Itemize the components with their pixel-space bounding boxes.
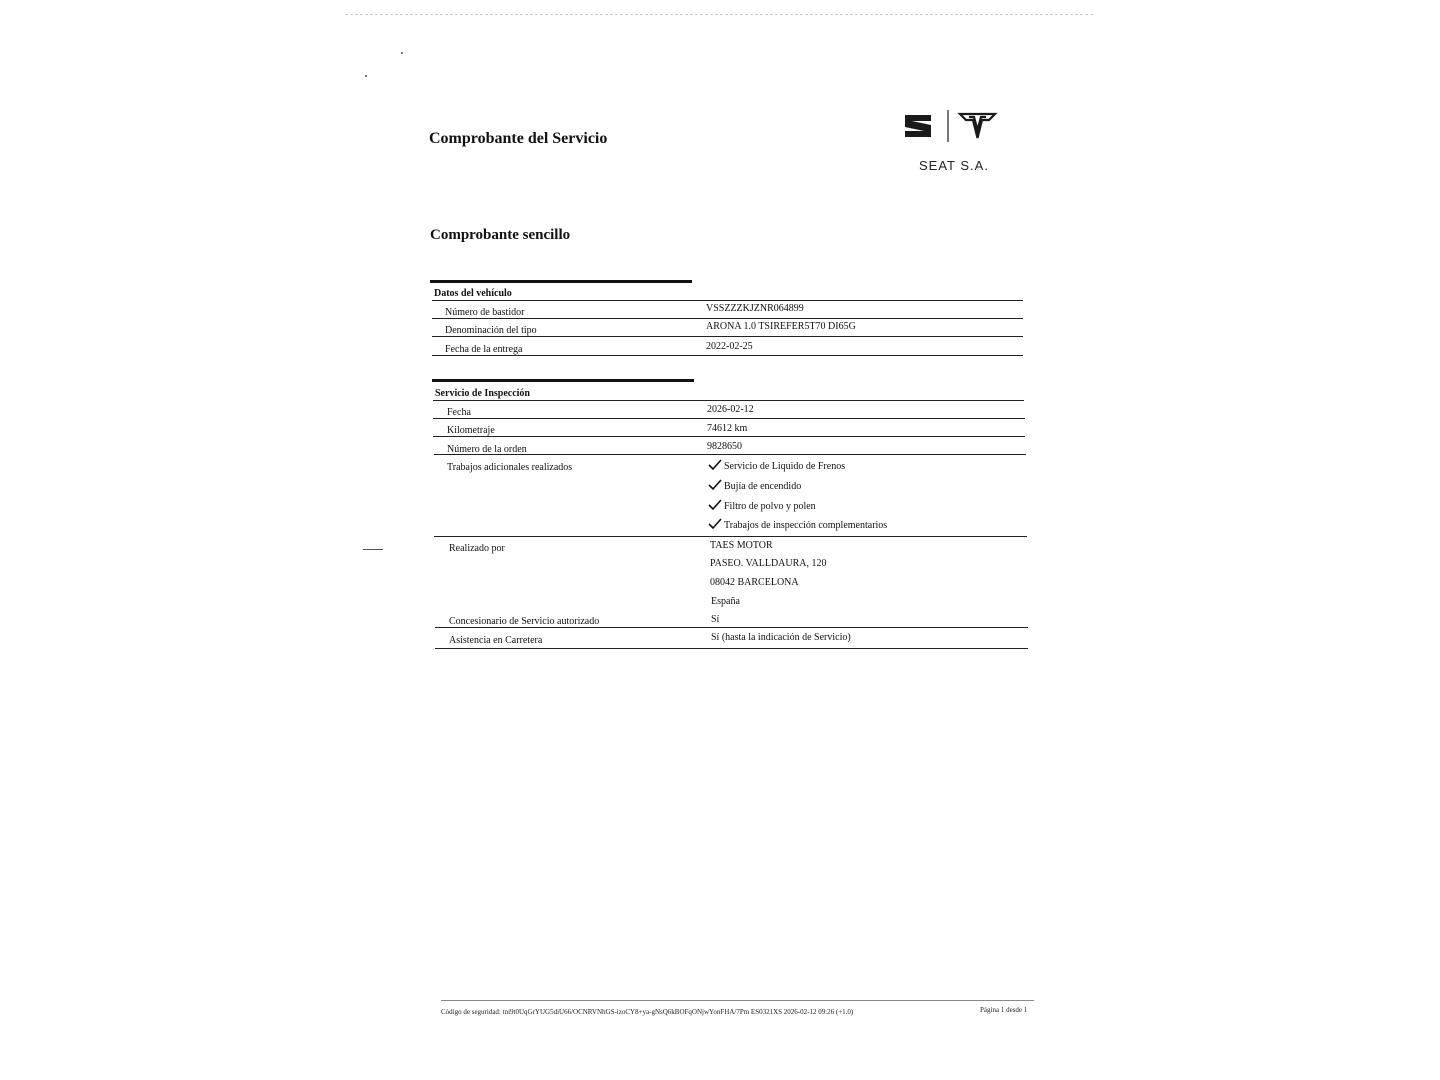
security-code-line — [441, 1008, 853, 1016]
delivery-date-value: 2022-02-25 — [706, 341, 753, 352]
print-timestamp: 2026-02-12 09:26 (+1.0) — [783, 1008, 854, 1016]
row-divider — [433, 400, 1024, 401]
checkmark-icon — [708, 479, 722, 491]
footer-rule — [441, 1000, 1034, 1001]
page-number: 1 — [1000, 1006, 1005, 1014]
type-label: Denominación del tipo — [445, 325, 537, 336]
additional-work-item: Filtro de polvo y polen — [724, 501, 816, 512]
document-subtitle: Comprobante sencillo — [430, 227, 571, 243]
vin-value: VSSZZZKJZNR064899 — [706, 303, 804, 314]
scan-edge — [345, 14, 1093, 15]
scan-mark — [363, 549, 383, 550]
dealer-city: 08042 BARCELONA — [710, 577, 799, 588]
cupra-logo-icon — [960, 114, 995, 138]
brand-logo — [903, 108, 999, 144]
dealer-name: TAES MOTOR — [710, 540, 773, 551]
row-divider — [432, 336, 1023, 337]
row-divider — [434, 536, 1027, 537]
checkmark-icon — [708, 499, 722, 511]
checkmark-icon — [708, 459, 722, 471]
section-rule — [430, 280, 692, 283]
row-divider — [432, 318, 1023, 319]
security-code: tni9t0UqGrYUG5diU66/OCNRVNhGS-izoCY8+ya-gNsQ6kBOFqONjwYonFHA/7Pm — [502, 1008, 750, 1016]
row-divider — [435, 648, 1028, 649]
page-indicator — [980, 1006, 1027, 1014]
mileage-value: 74612 km — [707, 423, 748, 434]
inspection-date-value: 2026-02-12 — [707, 404, 754, 415]
row-divider — [433, 418, 1025, 419]
additional-work-item: Trabajos de inspección complementarios — [724, 520, 888, 531]
vehicle-section-heading: Datos del vehículo — [434, 288, 512, 299]
row-divider — [432, 355, 1023, 356]
row-divider — [434, 454, 1026, 455]
security-code-label: Código de seguridad: — [441, 1008, 501, 1016]
row-divider — [432, 300, 1023, 301]
document-title: Comprobante del Servicio — [429, 130, 608, 147]
checkmark-icon — [708, 518, 722, 530]
page-label: Página — [980, 1006, 1000, 1014]
scan-speck — [401, 52, 403, 54]
company-name: SEAT S.A. — [919, 158, 989, 173]
page-of-label: desde — [1006, 1006, 1023, 1014]
dealer-street: PASEO. VALLDAURA, 120 — [710, 558, 827, 569]
order-number-label: Número de la orden — [447, 444, 527, 455]
row-divider — [433, 436, 1025, 437]
document-ref: ES0321XS — [750, 1008, 783, 1016]
section-rule — [432, 379, 694, 382]
additional-work-item: Servicio de Liquido de Frenos — [724, 461, 846, 472]
row-divider — [435, 627, 1028, 628]
authorized-dealer-value: Sí — [711, 614, 720, 625]
type-value: ARONA 1.0 TSIREFER5T70 DI65G — [706, 321, 856, 332]
authorized-dealer-label: Concesionario de Servicio autorizado — [449, 616, 600, 627]
vin-label: Número de bastidor — [445, 307, 525, 318]
inspection-section-heading: Servicio de Inspección — [435, 388, 530, 399]
dealer-country: España — [711, 596, 740, 607]
additional-work-label: Trabajos adicionales realizados — [447, 462, 573, 473]
inspection-date-label: Fecha — [447, 407, 471, 418]
delivery-date-label: Fecha de la entrega — [445, 344, 523, 355]
roadside-assistance-label: Asistencia en Carretera — [449, 635, 543, 646]
order-number-value: 9828650 — [707, 441, 742, 452]
seat-logo-icon — [905, 115, 931, 137]
scan-speck — [365, 75, 367, 77]
mileage-label: Kilometraje — [447, 425, 495, 436]
roadside-assistance-value: Sí (hasta la indicación de Servicio) — [711, 632, 851, 643]
performed-by-label: Realizado por — [449, 543, 505, 554]
page-total: 1 — [1023, 1006, 1028, 1014]
additional-work-item: Bujía de encendido — [724, 481, 802, 492]
